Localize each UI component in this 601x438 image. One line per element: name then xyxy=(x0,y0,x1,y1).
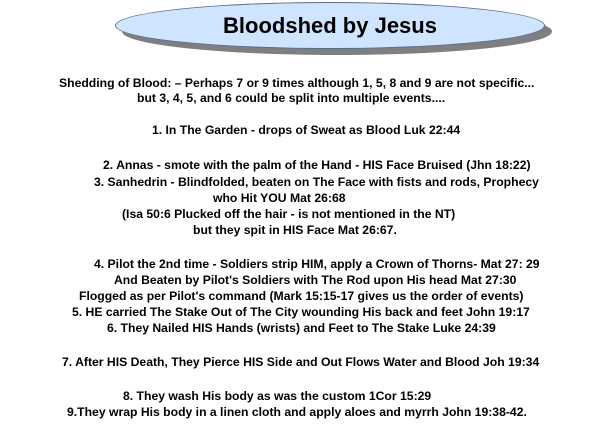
event-3-line-4: but they spit in HIS Face Mat 26:67. xyxy=(193,223,397,237)
event-3: 3. Sanhedrin - Blindfolded, beaten on The Face with fists and rods, Prophecy xyxy=(94,175,539,189)
event-5: 5. HE carried The Stake Out of The City wounding His back and feet John 19:17 xyxy=(72,305,530,319)
page-title: Bloodshed by Jesus xyxy=(223,13,437,38)
event-7: 7. After HIS Death, They Pierce HIS Side and Out Flows Water and Blood Joh 19:34 xyxy=(62,355,540,369)
intro-line-2: but 3, 4, 5, and 6 could be split into multiple events.... xyxy=(137,91,446,105)
event-4-line-3: Flogged as per Pilot's command (Mark 15:15-17 gives us the order of events) xyxy=(79,289,524,303)
intro-line-1: Shedding of Blood: – Perhaps 7 or 9 times although 1, 5, 8 and 9 are not specific... xyxy=(59,76,535,90)
event-6: 6. They Nailed HIS Hands (wrists) and Feet to The Stake Luke 24:39 xyxy=(107,321,496,335)
event-4-line-2: And Beaten by Pilot's Soldiers with The Rod upon His head Mat 27:30 xyxy=(114,273,517,287)
event-3-line-2: who Hit YOU Mat 26:68 xyxy=(213,191,346,205)
title-banner xyxy=(0,0,601,60)
event-8: 8. They wash His body as was the custom 1Cor 15:29 xyxy=(123,389,432,403)
event-1: 1. In The Garden - drops of Sweat as Blood Luk 22:44 xyxy=(152,123,461,137)
event-3-line-3: (Isa 50:6 Plucked off the hair - is not mentioned in the NT) xyxy=(122,207,456,221)
event-2: 2. Annas - smote with the palm of the Hand - HIS Face Bruised (Jhn 18:22) xyxy=(103,158,531,172)
event-4: 4. Pilot the 2nd time - Soldiers strip HIM, apply a Crown of Thorns- Mat 27: 29 xyxy=(94,257,540,271)
event-9: 9.They wrap His body in a linen cloth and apply aloes and myrrh John 19:38-42. xyxy=(67,405,527,419)
